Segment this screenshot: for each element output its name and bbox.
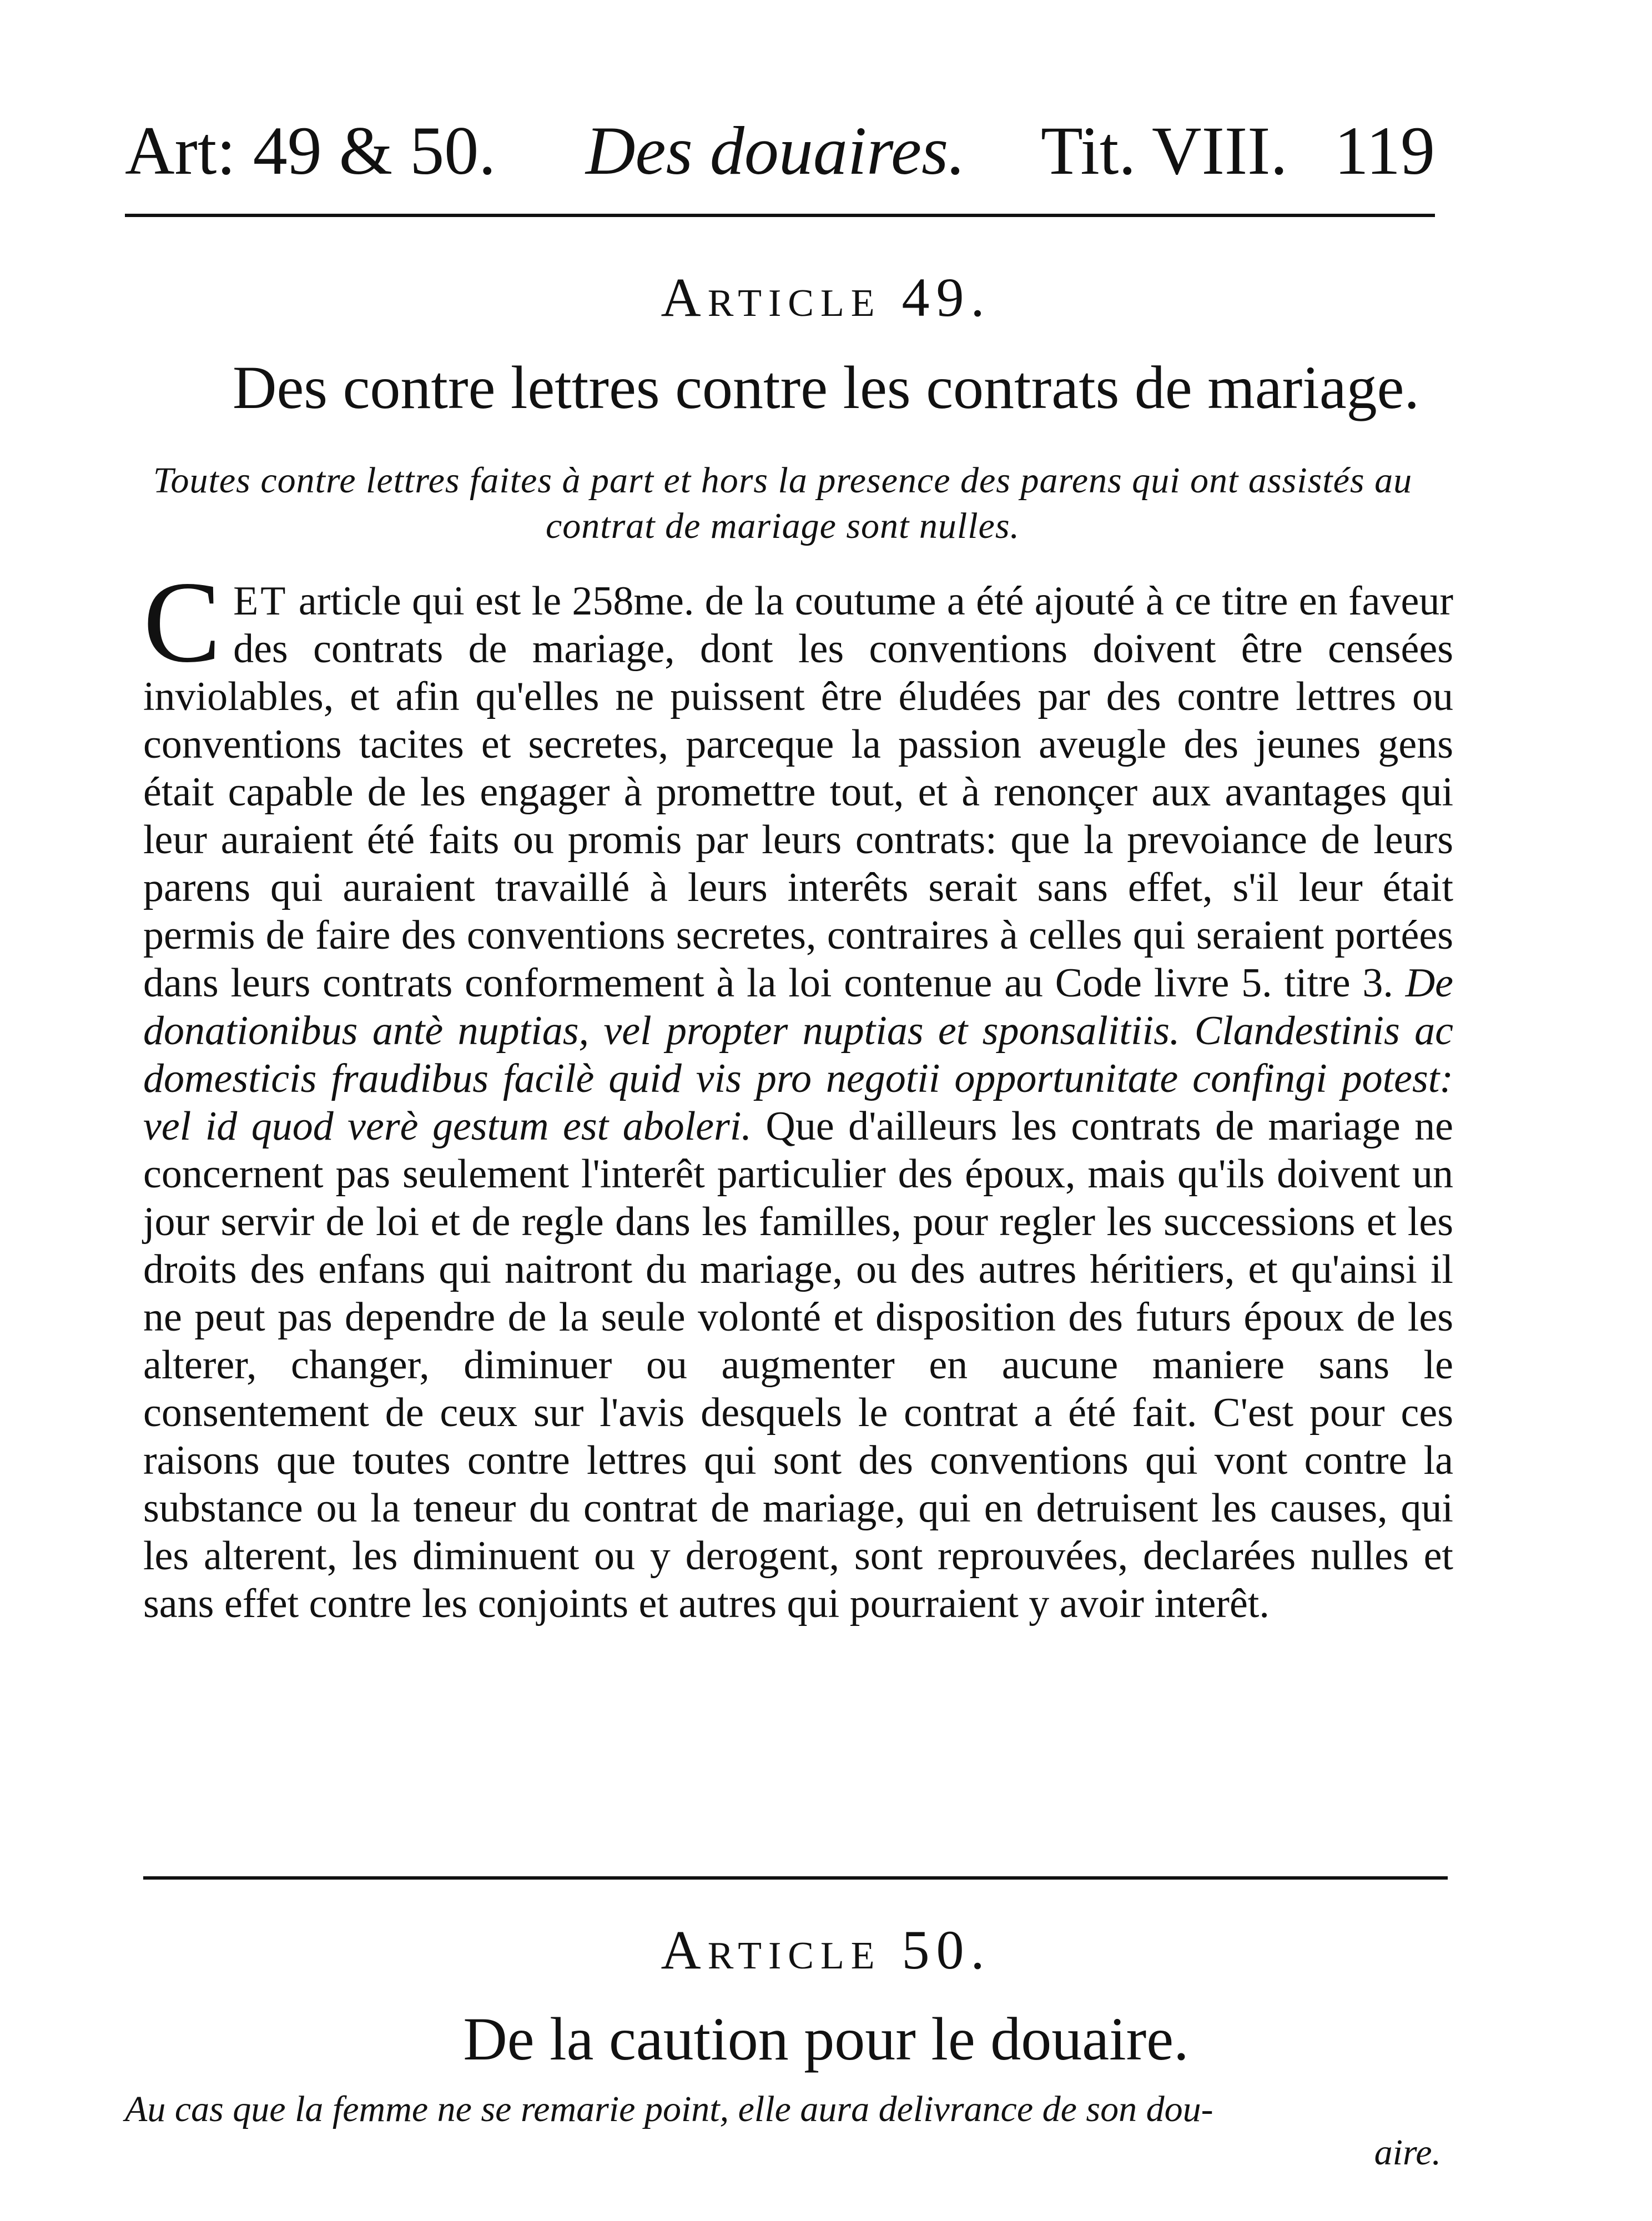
body-part-1: article qui est le 258me. de la coutume a été ajouté à ce titre en faveur des contrats de mariage, dont les conventions doivent être censées inviolables, et afin qu'elles ne puissent être éludées par des contre lettres ou conventions tacites et secretes, parceque la passion aveugle des jeunes gens était capable de les engager à promettre tout, et à renonçer aux avantages qui leur auraient été faits ou promis par leurs contrats: que la prevoiance de leurs parens qui auraient travaillé à leurs interêts serait sans effet, s'il leur était permis de faire des conventions secretes, contraires à celles qui seraient portées dans leurs contrats conformement à la loi contenue au Code livre 5. titre 3. xyxy=(143,578,1454,1006)
latin-citation: De donationibus antè nuptias, vel propter nuptias et sponsalitiis. Clandestinis ac domesticis fraudibus facilè quid vis pro negotii opportunitate confingi potest: vel id quod verè gestum est aboleri. xyxy=(143,960,1454,1149)
article-50-summary: Au cas que la femme ne se remarie point, elle aura delivrance de son dou- xyxy=(125,2089,1213,2129)
article-49-summary: Toutes contre lettres faites à part et hors la presence des parens qui ont assistés au contrat de mariage sont nulles. xyxy=(153,460,1413,546)
article-divider xyxy=(143,1876,1448,1880)
article-50-title: Article 50. xyxy=(661,1919,991,1981)
drop-cap: C xyxy=(143,558,221,687)
article-49-title: Article 49. xyxy=(661,266,991,328)
running-header xyxy=(125,113,1435,205)
header-section-title: Des douaires. xyxy=(586,113,966,189)
article-49-body xyxy=(143,558,1454,1688)
body-part-2: Que d'ailleurs les contrats de mariage ne concernent pas seulement l'interêt particulier des époux, mais qu'ils doivent un jour servir de loi et de regle dans les familles, pour regler les successions et les droits des enfans qui naitront du mariage, ou des autres héritiers, et qu'ainsi il ne peut pas dependre de la seule volonté et disposition des futurs époux de les alterer, changer, diminuer ou augmenter en aucune maniere sans le consentement de ceux sur l'avis desquels le contrat a été fait. C'est pour ces raisons que toutes contre lettres qui sont des conventions qui vont contre la substance ou la teneur du contrat de mariage, qui en detruisent les causes, qui les alterent, les diminuent ou y derogent, sont reprouvées, declarées nulles et sans effet contre les conjoints et autres qui pourraient y avoir interêt. xyxy=(143,1104,1453,1626)
opening-word: ET xyxy=(233,578,288,624)
page-number: 119 xyxy=(1334,113,1435,189)
header-title-number: Tit. VIII. xyxy=(1041,113,1288,189)
article-50-heading: De la caution pour le douaire. xyxy=(463,2005,1189,2073)
article-49-heading: Des contre lettres contre les contrats de mariage. xyxy=(233,354,1419,421)
header-rule xyxy=(125,214,1435,217)
article-50-summary-end: aire. xyxy=(1374,2132,1441,2173)
header-articles: Art: 49 & 50. xyxy=(125,113,496,189)
